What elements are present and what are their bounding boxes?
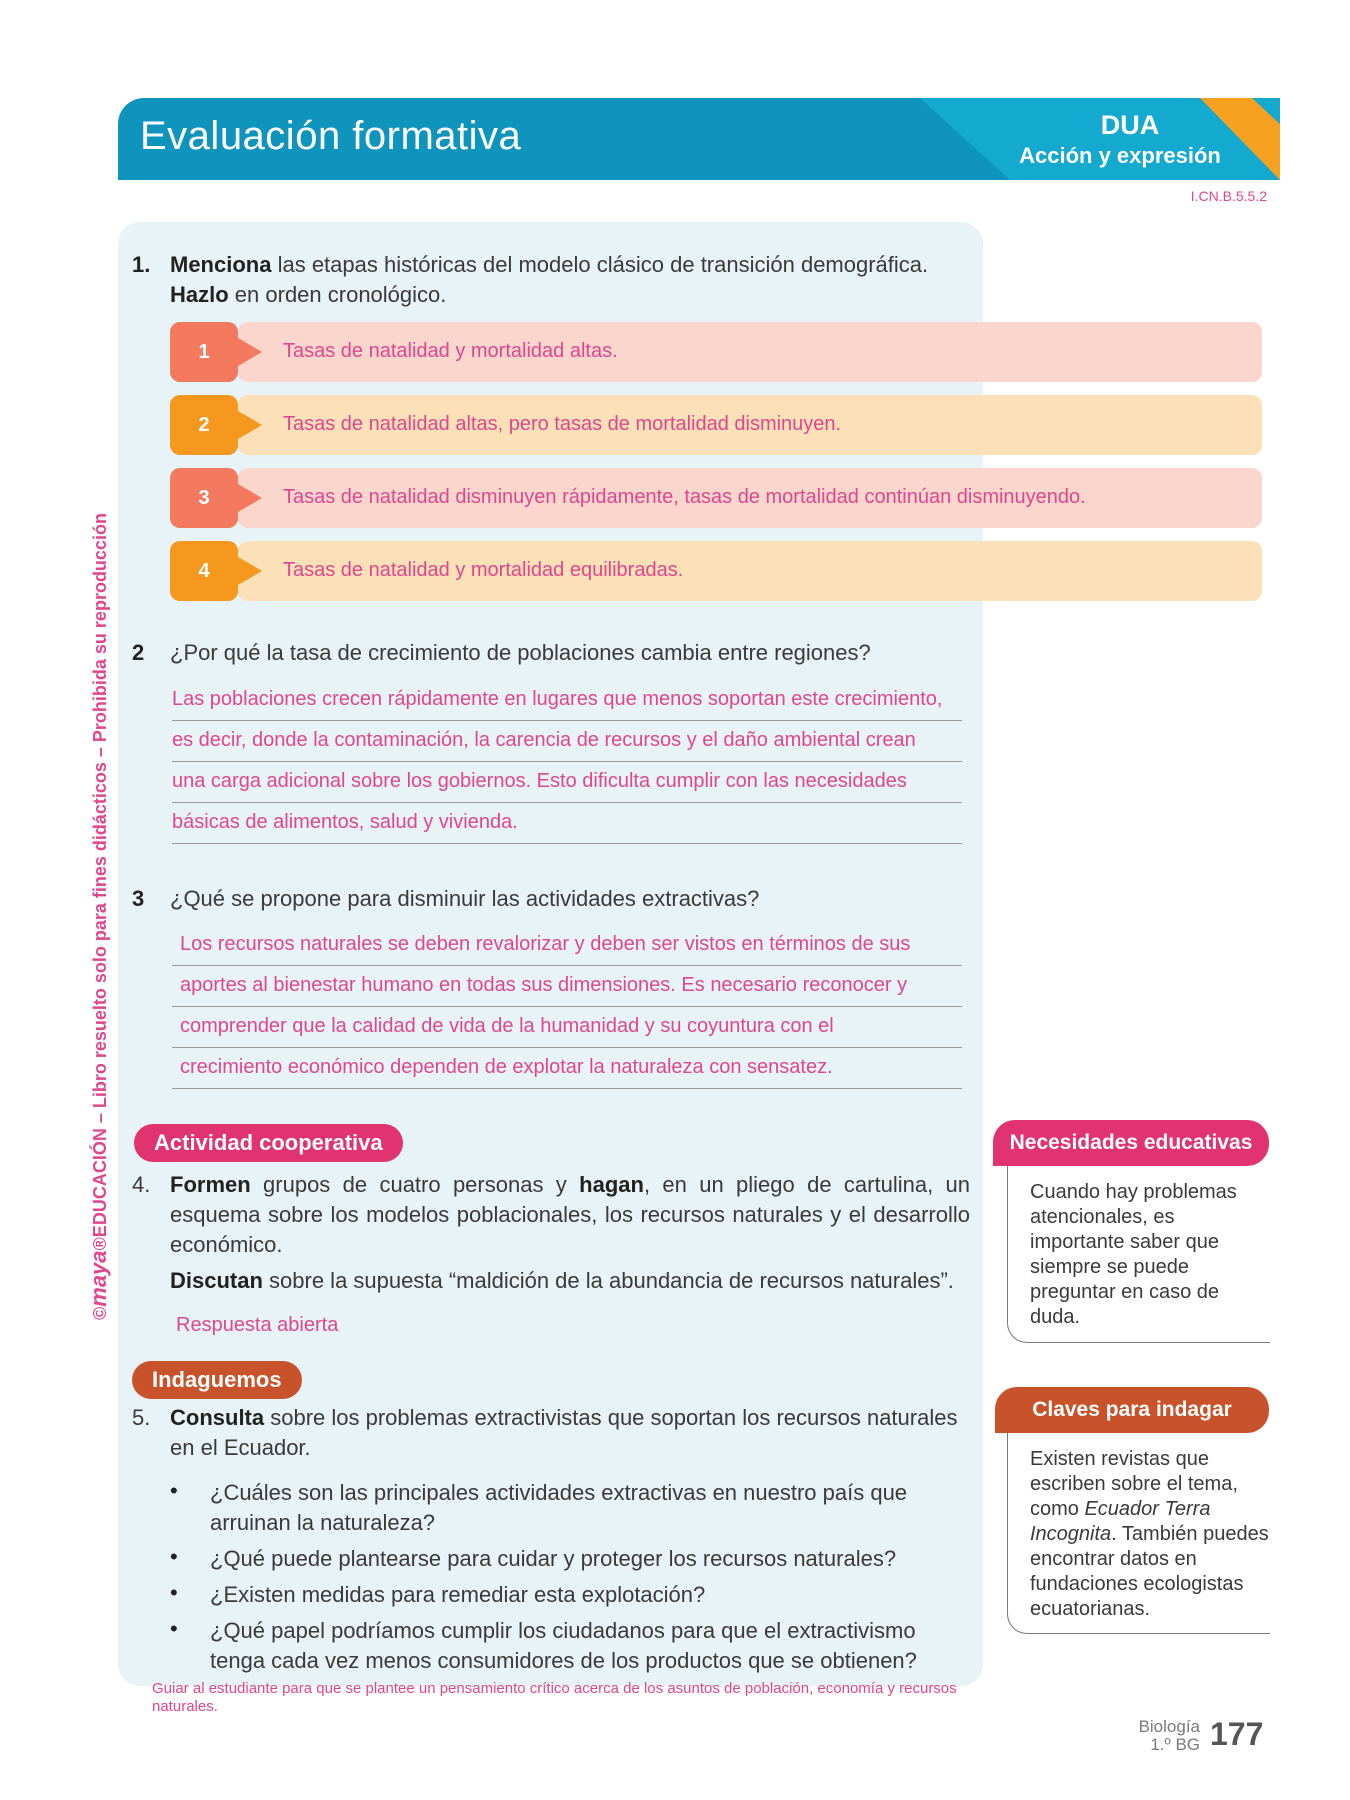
special-needs-box: [1007, 1166, 1270, 1343]
question-1: [132, 250, 972, 307]
stage-badge-2: 2: [170, 395, 238, 455]
question-2: [132, 638, 144, 668]
special-needs-text: Cuando hay problemas atencionales, es importante saber que siempre se puede preguntar en caso de duda.: [1030, 1181, 1237, 1328]
copyright-symbol: ©: [90, 1306, 110, 1320]
q1-text-2: en orden cronológico.: [228, 282, 447, 307]
research-keys-text-2: . También puedes encontrar datos en fundaciones ecologistas ecuatorianas.: [1030, 1523, 1269, 1620]
q3-answer-line-1: Los recursos naturales se deben revalorizar y deben ser vistos en términos de sus: [172, 927, 962, 966]
bullet-item-3: ¿Existen medidas para remediar esta explotación?: [210, 1582, 706, 1607]
q2-answer-line-4: básicas de alimentos, salud y vivienda.: [172, 805, 962, 844]
stage-arrow-4: [238, 557, 262, 585]
stage-arrow-1: [238, 338, 262, 366]
research-keys-text-1: Existen revistas que escriben sobre el tema, como: [1030, 1448, 1238, 1520]
page-title: Evaluación formativa: [140, 114, 522, 158]
q1-verb-menciona: Menciona: [170, 252, 272, 277]
indicator-code: I.CN.B.5.5.2: [1190, 188, 1267, 204]
dua-label: DUA: [1100, 110, 1160, 140]
q5-verb-consulta: Consulta: [170, 1405, 265, 1430]
question-2-number: 2: [132, 640, 145, 665]
q3-answer-line-4: crecimiento económico dependen de explotar la naturaleza con sensatez.: [172, 1050, 962, 1089]
question-4-number: 4.: [132, 1172, 151, 1197]
subject-name: Biología: [1138, 1717, 1200, 1736]
question-4-text: [170, 1170, 970, 1260]
question-5-number: 5.: [132, 1405, 151, 1430]
q4-verb-hagan: hagan: [579, 1172, 644, 1197]
bullet-item-4: ¿Qué papel podríamos cumplir los ciudadanos para que el extractivismo tenga cada vez menos consumidores de los productos que se obtienen?: [210, 1618, 917, 1673]
q1-text-1: las etapas históricas del modelo clásico de transición demográfica.: [271, 252, 929, 277]
registered-symbol: ®: [90, 1237, 110, 1251]
stage-text-4: Tasas de natalidad y mortalidad equilibradas.: [283, 559, 684, 581]
bullet-dot-3: •: [170, 1580, 178, 1605]
q3-answer-line-3: comprender que la calidad de vida de la humanidad y su coyuntura con el: [172, 1009, 962, 1048]
question-5-text: [170, 1403, 970, 1463]
special-needs-header: Necesidades educativas: [993, 1120, 1269, 1166]
stage-text-3: Tasas de natalidad disminuyen rápidamente, tasas de mortalidad continúan disminuyendo.: [283, 486, 1086, 508]
q4-text-2: , en un pliego de cartulina, un esquema sobre los modelos poblacionales, los recursos naturales y el desarrollo económico.: [170, 1172, 971, 1257]
q2-answer-line-3: una carga adicional sobre los gobiernos. Esto dificulta cumplir con las necesidades: [172, 764, 962, 803]
stage-arrow-2: [238, 411, 262, 439]
q4-verb-discutan: Discutan: [170, 1268, 263, 1293]
stage-text-1: Tasas de natalidad y mortalidad altas.: [283, 340, 618, 362]
q2-answer-line-1: Las poblaciones crecen rápidamente en lugares que menos soportan este crecimiento,: [172, 682, 962, 721]
q1-verb-hazlo: Hazlo: [170, 282, 229, 307]
question-3-number: 3: [132, 886, 145, 911]
copyright-text: EDUCACIÓN – Libro resuelto solo para fines didácticos – Prohibida su reproducción: [90, 513, 110, 1238]
footer-subject: [1130, 1718, 1200, 1754]
question-2-text: ¿Por qué la tasa de crecimiento de poblaciones cambia entre regiones?: [170, 640, 871, 665]
q4-text-3: sobre la supuesta “maldición de la abundancia de recursos naturales”.: [262, 1268, 954, 1293]
cooperative-activity-pill: Actividad cooperativa: [134, 1124, 403, 1162]
grade-label: 1.º BG: [1150, 1735, 1200, 1754]
research-keys-box: [1007, 1433, 1270, 1634]
stage-text-2: Tasas de natalidad altas, pero tasas de mortalidad disminuyen.: [283, 413, 842, 435]
brand-name: maya: [86, 1250, 111, 1307]
research-keys-header: Claves para indagar: [995, 1387, 1269, 1433]
question-1-number: 1.: [132, 252, 151, 277]
magazine-title: Ecuador Terra Incognita: [1030, 1498, 1211, 1545]
question-3: [132, 884, 144, 914]
copyright-vertical: [86, 513, 112, 1320]
q4-text-1: grupos de cuatro personas y: [250, 1172, 580, 1197]
bullet-dot-1: •: [170, 1478, 178, 1503]
q2-answer-line-2: es decir, donde la contaminación, la carencia de recursos y el daño ambiental crean: [172, 723, 962, 762]
question-4-discuss: [170, 1266, 980, 1296]
stage-arrow-3: [238, 484, 262, 512]
q5-text-1: sobre los problemas extractivistas que soportan los recursos naturales en el Ecuador.: [170, 1405, 958, 1460]
teacher-guide-note: Guiar al estudiante para que se plantee un pensamiento crítico acerca de los asuntos de población, economía y recursos naturales.: [152, 1680, 957, 1715]
q4-answer: Respuesta abierta: [176, 1314, 339, 1336]
bullet-item-1: ¿Cuáles son las principales actividades extractivas en nuestro país que arruinan la naturaleza?: [210, 1480, 908, 1535]
stage-badge-3: 3: [170, 468, 238, 528]
page-number: 177: [1210, 1716, 1264, 1752]
bullet-dot-4: •: [170, 1616, 178, 1641]
stage-badge-1: 1: [170, 322, 238, 382]
q3-answer-line-2: aportes al bienestar humano en todas sus dimensiones. Es necesario reconocer y: [172, 968, 962, 1007]
dua-subtitle: Acción y expresión: [1019, 143, 1221, 168]
q4-verb-formen: Formen: [170, 1172, 251, 1197]
question-3-text: ¿Qué se propone para disminuir las actividades extractivas?: [170, 886, 760, 911]
stage-badge-4: 4: [170, 541, 238, 601]
bullet-item-2: ¿Qué puede plantearse para cuidar y proteger los recursos naturales?: [210, 1546, 897, 1571]
indaguemos-pill: Indaguemos: [132, 1361, 302, 1399]
bullet-dot-2: •: [170, 1544, 178, 1569]
